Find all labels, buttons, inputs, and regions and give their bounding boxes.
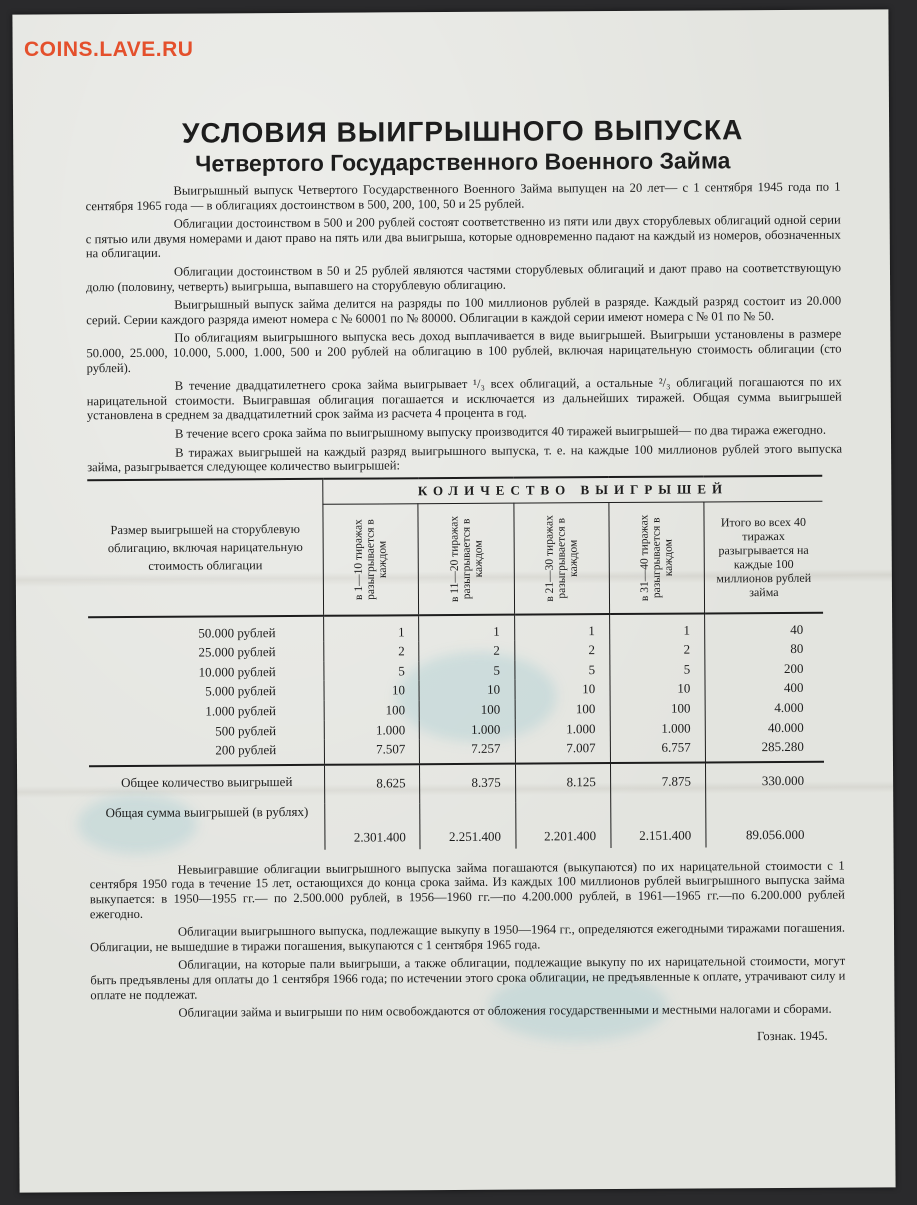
printer-imprint: Гознак. 1945. (757, 1028, 828, 1043)
document-title: УСЛОВИЯ ВЫИГРЫШНОГО ВЫПУСКА (181, 114, 744, 149)
intro-section (85, 180, 842, 475)
paragraph: В течение всего срока займа по выигрышному выпуску производится 40 тиражей выигрышей— по два тиража ежегодно. (174, 422, 827, 441)
document-body (85, 114, 846, 1048)
paragraph: По облигациям выигрышного выпуска весь доход выплачивается в виде выигрышей. Выигрыши установлены в размере 50.000, 25.000, 10.000, 5.000, 1.000, 500 и 200 рублей на облигацию в 100 рублей, включая нарицательную стоимость облигации (сто рублей). (86, 326, 842, 375)
table-row: 10.000 рублей 5 5 5 5 200 (88, 659, 823, 683)
paragraph: В течение двадцатилетнего срока займа выигрывает ¹/₃ всех облигаций, а остальные ²/₃ облигаций погашаются по их нарицательной стоимости. Выигравшая облигация погашается и исключается из дальнейших тиражей. Общая сумма выигрышей установлена в среднем за двадцатилетний срок займа из расчета 4 процента в год. (86, 374, 842, 423)
column-header: в 21—30 тиражах разыгрывается в каждом (513, 502, 609, 614)
document-subtitle: Четвертого Государственного Военного Займа (195, 147, 731, 177)
paragraph: Выигрышный выпуск Четвертого Государственного Военного Займа выпущен на 20 лет— с 1 сентября 1945 года по 1 сентября 1965 года — в облигациях достоинством в 500, 200, 100, 50 и 25 рублей. (85, 179, 841, 213)
paragraph: В тиражах выигрышей на каждый разряд выигрышного выпуска, т. е. на каждые 100 миллионов рублей этого выпуска займа, разыгрывается следующее количество выигрышей: (87, 441, 843, 475)
paragraph: Облигации, на которые пали выигрыши, а также облигации, подлежащие выкупу по их нарицательной стоимости, могут быть предъявлены для оплаты до 1 сентября 1966 года; по истечении этого срока облигации, не предъявленные к оплате, утрачивают силу и оплате не подлежат. (90, 954, 846, 1002)
table-row: 500 рублей 1.000 1.000 1.000 1.000 40.000 (89, 717, 824, 741)
paragraph: Выигрышный выпуск займа делится на разряды по 100 миллионов рублей в разряде. Каждый разряд состоит из 20.000 серий. Серии каждого разряда имеют номера с № 60001 по № 80000. Облигации в каждой серии имеют номера с № 01 по № 50. (86, 293, 842, 327)
document-sheet (12, 9, 895, 1192)
table-row: 1.000 рублей 100 100 100 100 4.000 (89, 698, 824, 722)
table-group-header: КОЛИЧЕСТВО ВЫИГРЫШЕЙ (323, 475, 822, 504)
paragraph: Облигации достоинством в 500 и 200 рублей состоят соответственно из пяти или двух сторублевых облигаций одной серии с пятью или двумя номерами и дают право на пять или два выигрыша, которые одновременно падают на каждый из номеров, обозначенных на облигации. (85, 212, 841, 261)
table-label-header: Размер выигрышей на сторублевую облигацию, включая нарицательную стоимость облигации (87, 478, 324, 616)
paragraph: Облигации выигрышного выпуска, подлежащие выкупу в 1950—1964 гг., определяются ежегодными тиражами погашения. Облигации, не вышедшие в тиражи погашения, выкупаются с 1 сентября 1965 года. (90, 920, 846, 955)
watermark-text: COINS.LAVE.RU (24, 38, 194, 61)
paragraph: Облигации займа и выигрыши по ним освобождаются от обложения государственными и местными налогами и сборами. (178, 1001, 832, 1020)
table-row: 5.000 рублей 10 10 10 10 400 (88, 678, 823, 702)
total-count-row: Общее количество выигрышей 8.625 8.375 8.125 7.875 330.000 (89, 762, 824, 805)
column-header: в 31—40 тиражах разыгрывается в каждом (609, 502, 705, 614)
table-row: 50.000 рублей 1 1 1 1 40 (88, 612, 823, 643)
winnings-table (87, 474, 824, 851)
paragraph: Невыигравшие облигации выигрышного выпуска займа погашаются (выкупаются) по их нарицательной стоимости с 1 сентября 1950 года в течение 15 лет, остающихся до конца срока займа. Из каждых 100 миллионов рублей выигрышного выпуска займа выкупается: в 1950—1955 гг.— по 2.500.000 рублей, в 1956—1960 гг.—по 4.200.000 рублей, в 1961—1965 гг.—по 6.200.000 рублей ежегодно. (89, 858, 845, 921)
total-sum-row: Общая сумма выигрышей (в рублях) 2.301.400 2.251.400 2.201.400 2.151.400 89.056.000 (89, 801, 824, 851)
closing-section (90, 858, 846, 1021)
column-header: в 11—20 тиражах разыгрывается в каждом (418, 503, 514, 615)
total-column-header: Итого во всех 40 тиражах разыгрывается на каждые 100 миллионов рублей займа (704, 501, 823, 613)
table-row: 25.000 рублей 2 2 2 2 80 (88, 639, 823, 663)
table-row: 200 рублей 7.507 7.257 7.007 6.757 285.280 (89, 737, 824, 766)
paragraph: Облигации достоинством в 50 и 25 рублей являются частями сторублевых облигаций и дают право на соответствующую долю (половину, четверть) выигрыша, выпавшего на сторублевую облигацию. (86, 260, 842, 294)
column-header: в 1—10 тиражах разыгрывается в каждом (323, 503, 419, 615)
